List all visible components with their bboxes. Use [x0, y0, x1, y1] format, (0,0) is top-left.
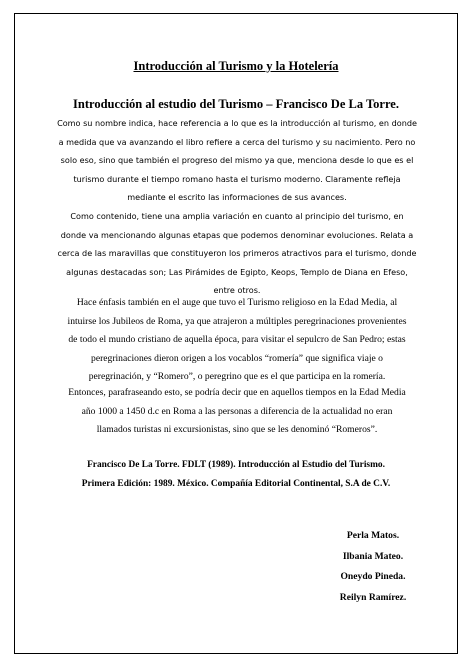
document-subtitle: Introducción al estudio del Turismo – Francisco De La Torre. [73, 97, 399, 111]
author-name: Ilbania Mateo. [342, 550, 404, 562]
paragraph-line: Como contenido, tiene una amplia variación en cuanto al principio del turismo, en [70, 211, 404, 221]
paragraph-line: Hace énfasis también en el auge que tuvo el Turismo religioso en la Edad Media, al [76, 297, 398, 308]
author-name: Reilyn Ramírez. [339, 591, 407, 603]
paragraph-3 [45, 294, 429, 387]
paragraph-1 [45, 114, 429, 207]
paragraph-line: cerca de las maravillas que constituyeron los primeros atractivos para el turismo, donde [57, 248, 417, 259]
paragraph-line: peregrinaciones dieron origen a los vocablos “romería” que significa viaje o [91, 352, 383, 364]
paragraph-4 [45, 384, 429, 440]
reference-line: Francisco De La Torre. FDLT (1989). Introducción al Estudio del Turismo. [87, 460, 385, 470]
document-title: Introducción al Turismo y la Hotelería [133, 59, 339, 73]
paragraph-line: algunas destacadas son; Las Pirámides de Egipto, Keops, Templo de Diana en Efeso, [66, 266, 408, 277]
paragraph-line: intuirse los Jubileos de Roma, ya que atrajeron a múltiples peregrinaciones provenientes [67, 315, 407, 327]
paragraph-line: turismo durante el tiempo romano hasta el turismo moderno. Claramente refleja [73, 173, 401, 184]
author-name: Oneydo Pineda. [340, 571, 406, 582]
paragraph-line: mediante el escrito las informaciones de sus avances. [127, 192, 347, 203]
paragraph-line: Como su nombre indica, hace referencia a lo que es la introducción al turismo, en donde [57, 118, 417, 128]
document-page [14, 13, 458, 654]
paragraph-line: llamados turistas ni excursionistas, sino que se les denominó “Romeros”. [96, 424, 378, 436]
paragraph-line: peregrinación, y “Romero”, o peregrino que es el que participa en la romería. [88, 371, 386, 383]
paragraph-line: donde va mencionando algunas etapas que podemos denominar evoluciones. Relata a [60, 229, 414, 240]
bibliographic-reference [15, 456, 457, 494]
author-name: Perla Matos. [346, 530, 400, 541]
paragraph-line: de todo el mundo cristiano de aquella época, para visitar el sepulcro de San Pedro; estas [68, 334, 406, 346]
paragraph-line: Entonces, parafraseando esto, se podría decir que en aquellos tiempos en la Edad Media [68, 387, 406, 398]
paragraph-2 [45, 207, 429, 300]
reference-line: Primera Edición: 1989. México. Compañía Editorial Continental, S.A de C.V. [81, 479, 391, 489]
paragraph-line: solo eso, sino que también el progreso del mismo ya que, menciona desde lo que es el [60, 155, 414, 166]
paragraph-line: entre otros. [213, 285, 261, 296]
paragraph-line: año 1000 a 1450 d.c en Roma a las personas a diferencia de la actualidad no eran [81, 405, 393, 417]
author-list [313, 526, 433, 608]
paragraph-line: a medida que va avanzando el libro refiere a cerca del turismo y su nacimiento. Pero no [58, 136, 416, 147]
